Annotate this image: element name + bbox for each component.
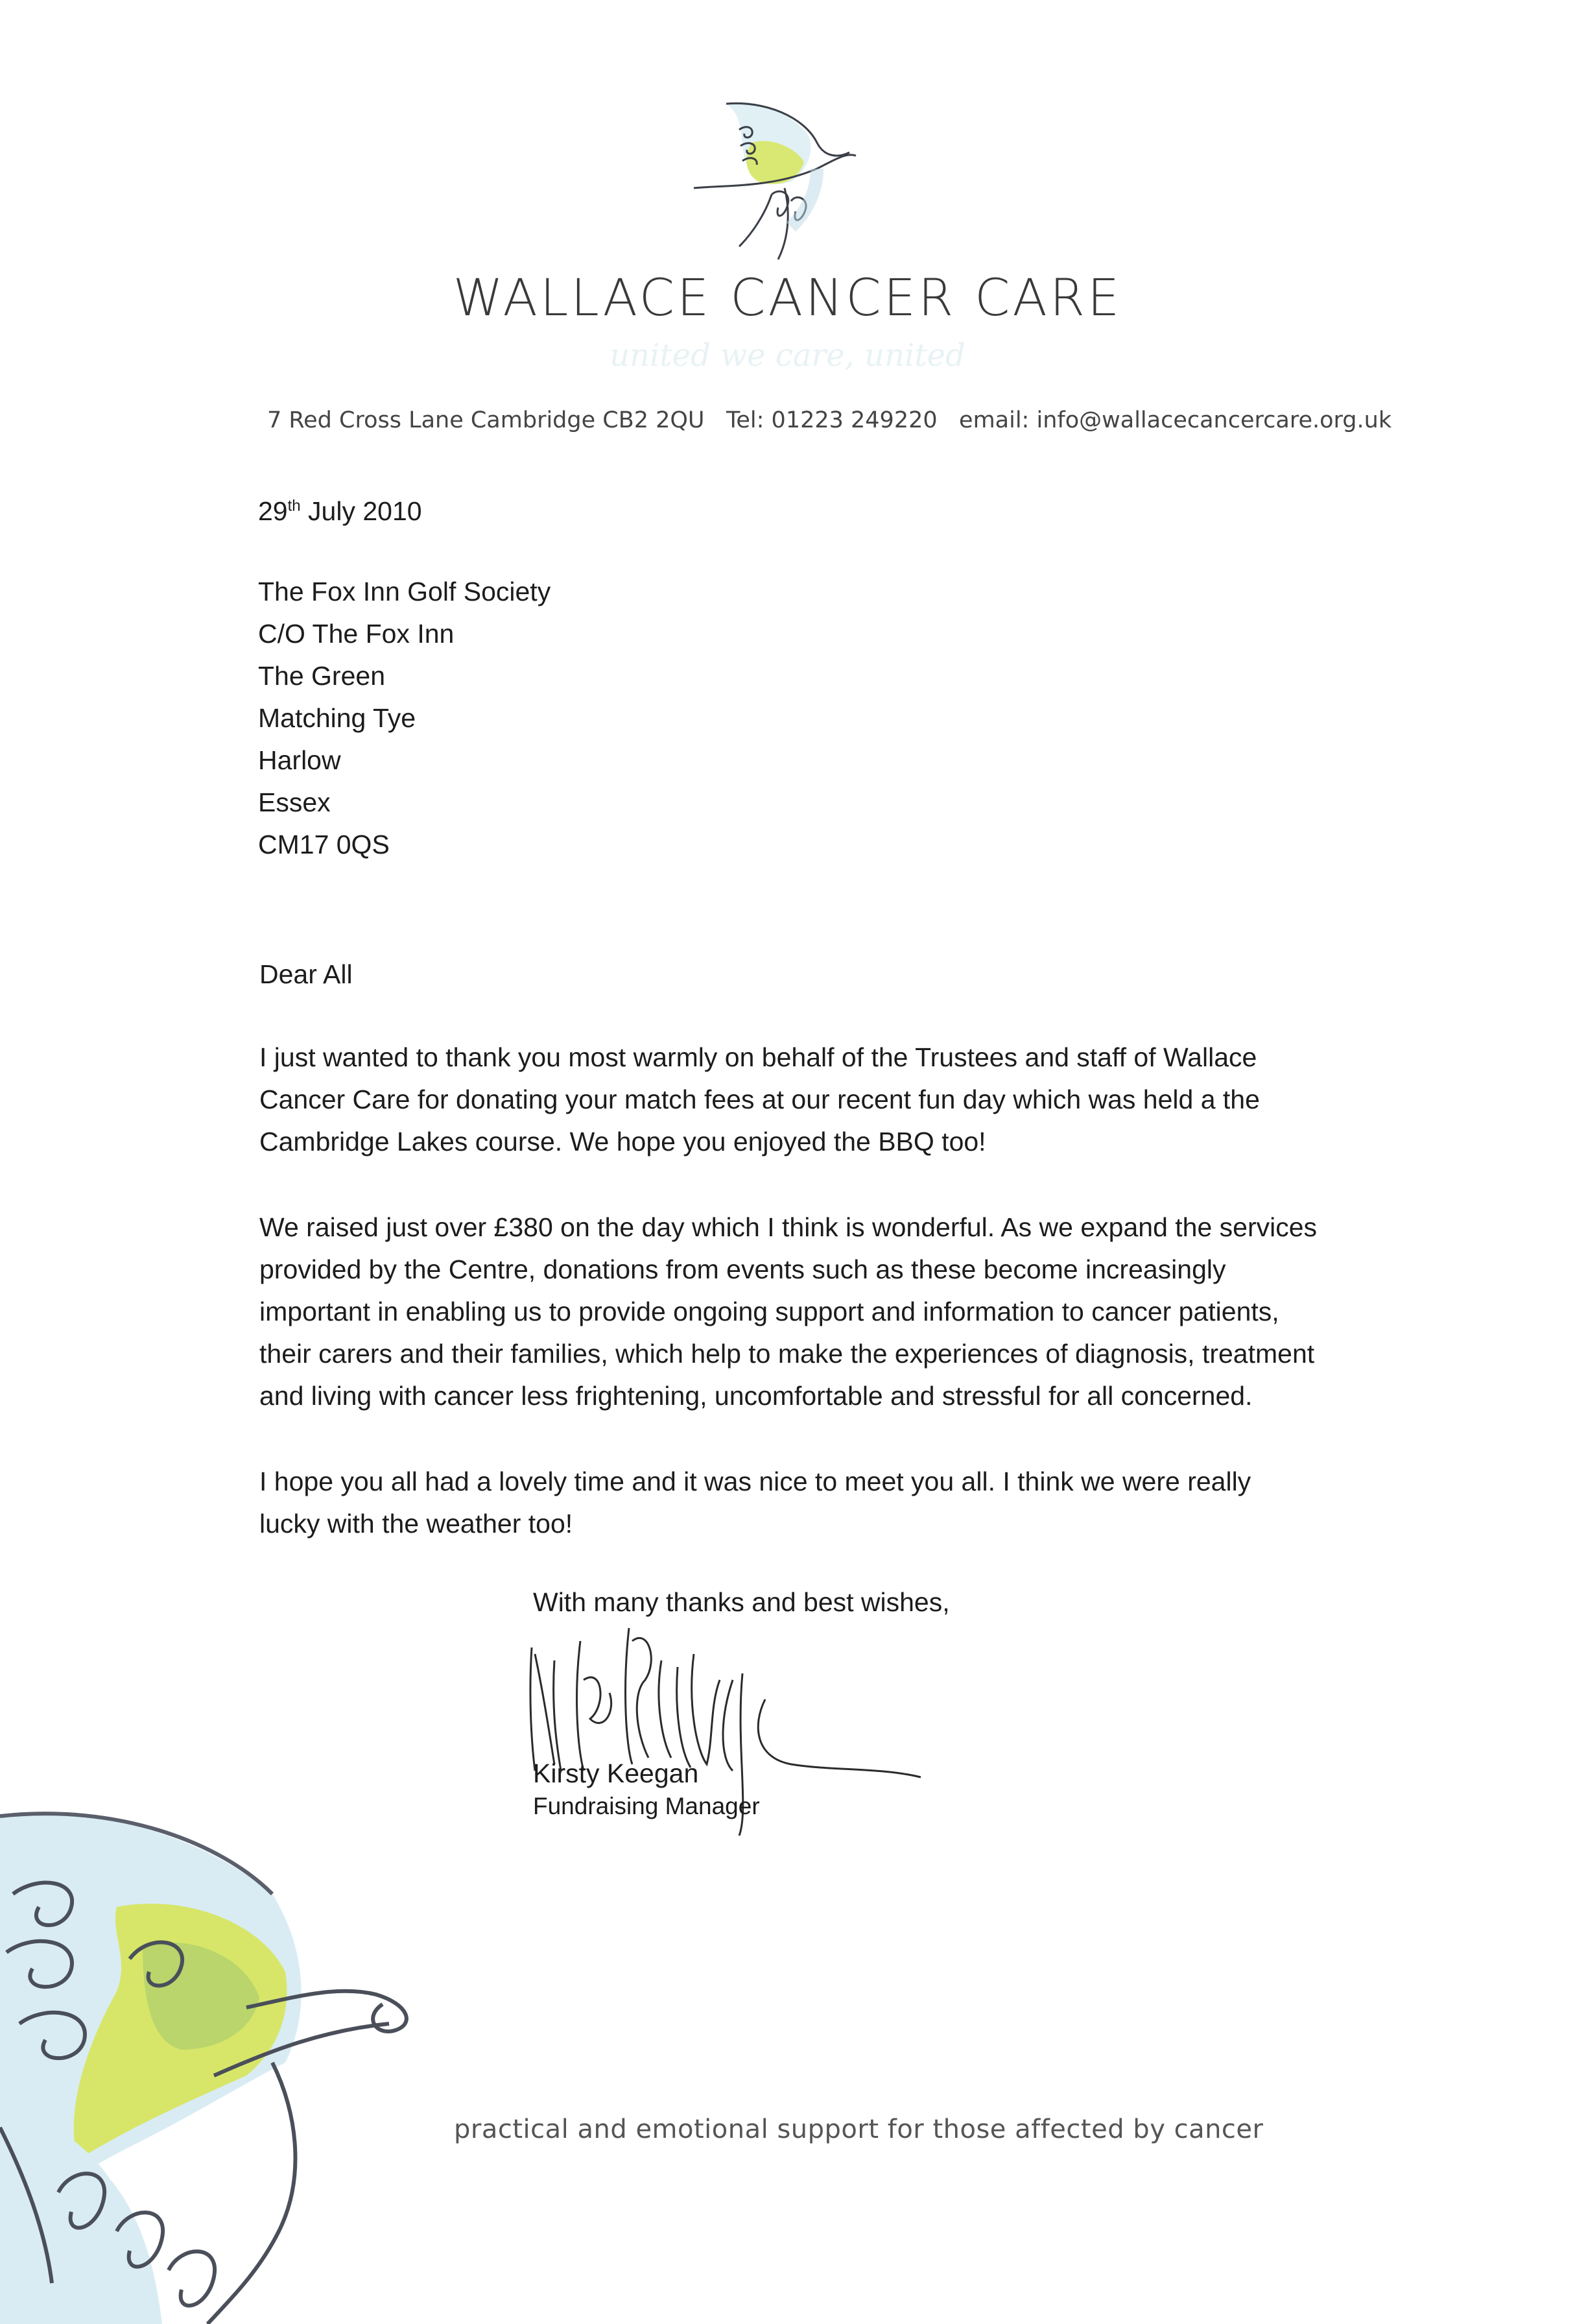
address-line: Matching Tye	[258, 703, 416, 733]
paragraph-line: Cancer Care for donating your match fees at our recent fun day which was held a the	[259, 1084, 1260, 1114]
large-swallow-bird-icon	[0, 1777, 454, 2324]
contact-line	[267, 407, 1391, 433]
signer-title: Fundraising Manager	[533, 1793, 760, 1819]
paragraph-line: their carers and their families, which help to make the experiences of diagnosis, treatment	[259, 1339, 1315, 1369]
footer-tagline: practical and emotional support for those affected by cancer	[454, 2114, 1264, 2144]
salutation: Dear All	[259, 959, 353, 989]
body-paragraph	[259, 1206, 1375, 1417]
signer-name: Kirsty Keegan	[533, 1758, 699, 1788]
address-line: The Fox Inn Golf Society	[258, 577, 551, 606]
body-paragraph	[259, 1036, 1375, 1163]
date-day: 29	[258, 496, 288, 526]
date-month-year: July 2010	[308, 496, 422, 526]
paragraph-line: important in enabling us to provide ongoing support and information to cancer patients,	[259, 1297, 1279, 1326]
address-line: CM17 0QS	[258, 830, 390, 859]
paragraph-line: provided by the Centre, donations from events such as these become increasingly	[259, 1254, 1226, 1284]
letter-date	[258, 490, 422, 533]
address-line: Harlow	[258, 745, 341, 775]
body-paragraph	[259, 1461, 1375, 1545]
recipient-address	[258, 571, 551, 866]
address-line: The Green	[258, 661, 385, 691]
address-line: C/O The Fox Inn	[258, 619, 455, 649]
paragraph-line: I just wanted to thank you most warmly on behalf of the Trustees and staff of Wallace	[259, 1042, 1257, 1072]
swallow-bird-icon	[674, 91, 869, 285]
org-address: 7 Red Cross Lane Cambridge CB2 2QU	[267, 407, 705, 433]
org-telephone: Tel: 01223 249220	[726, 407, 938, 433]
faint-tagline: united we care, united	[610, 337, 965, 374]
date-suffix: th	[287, 497, 301, 515]
closing-line: With many thanks and best wishes,	[533, 1587, 950, 1617]
address-line: Essex	[258, 787, 331, 817]
organisation-name: WALLACE CANCER CARE	[453, 269, 1122, 328]
paragraph-line: Cambridge Lakes course. We hope you enjoyed the BBQ too!	[259, 1127, 986, 1156]
paragraph-line: lucky with the weather too!	[259, 1509, 573, 1539]
paragraph-line: We raised just over £380 on the day which I think is wonderful. As we expand the services	[259, 1212, 1318, 1242]
paragraph-line: I hope you all had a lovely time and it was nice to meet you all. I think we were really	[259, 1467, 1251, 1496]
paragraph-line: and living with cancer less frightening, uncomfortable and stressful for all concerned.	[259, 1381, 1253, 1411]
org-email: email: info@wallacecancercare.org.uk	[959, 407, 1392, 433]
